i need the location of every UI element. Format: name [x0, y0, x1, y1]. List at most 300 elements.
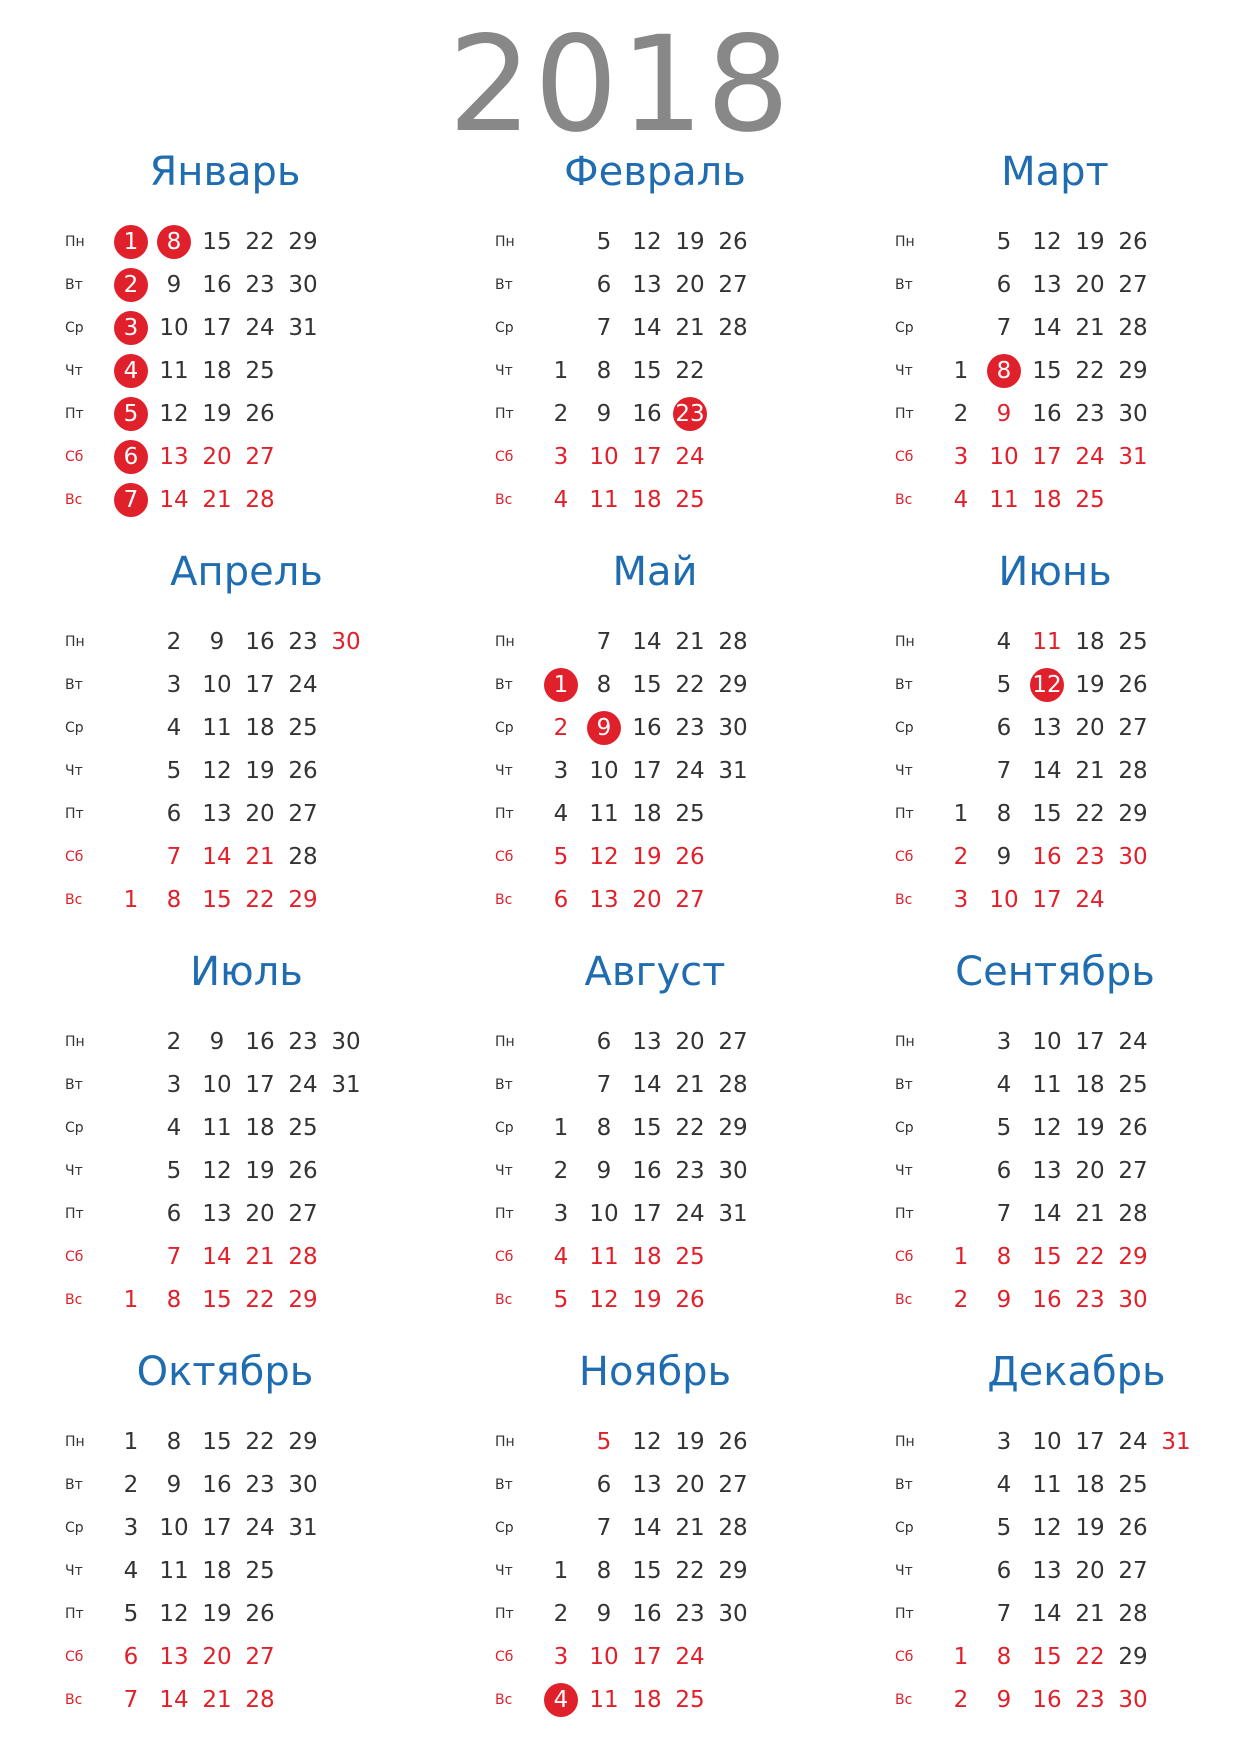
weekday-label: Вс — [495, 492, 513, 508]
calendar-day: 19 — [1075, 1515, 1105, 1541]
calendar-day: 29 — [718, 1558, 748, 1584]
calendar-day: 14 — [1032, 758, 1062, 784]
calendar-day: 8 — [596, 672, 612, 698]
weekday-label: Ср — [495, 1120, 514, 1136]
calendar-day: 8 — [996, 801, 1012, 827]
calendar-day: 17 — [1032, 444, 1062, 470]
calendar-day: 26 — [288, 1158, 318, 1184]
weekday-label: Вт — [895, 1477, 913, 1493]
calendar-day: 16 — [632, 1601, 662, 1627]
calendar-day: 7 — [166, 1244, 182, 1270]
month-name: Октябрь — [136, 1349, 314, 1395]
holiday-day: 8 — [987, 354, 1021, 388]
calendar-day: 15 — [202, 1429, 232, 1455]
calendar-day: 30 — [1118, 1687, 1148, 1713]
weekday-label: Вс — [495, 1692, 513, 1708]
calendar-day: 12 — [202, 1158, 232, 1184]
calendar-day: 16 — [245, 1029, 275, 1055]
weekday-label: Пн — [495, 234, 515, 250]
month-2 — [485, 145, 885, 525]
calendar-day: 21 — [1075, 758, 1105, 784]
calendar-day: 8 — [596, 1115, 612, 1141]
weekday-label: Пн — [895, 1034, 915, 1050]
weekday-label: Ср — [895, 1120, 914, 1136]
month-6 — [885, 545, 1240, 925]
calendar-day: 21 — [1075, 315, 1105, 341]
calendar-day: 18 — [632, 1244, 662, 1270]
calendar-day: 27 — [718, 1472, 748, 1498]
calendar-day: 10 — [202, 672, 232, 698]
calendar-day: 27 — [718, 272, 748, 298]
calendar-day: 18 — [202, 358, 232, 384]
calendar-day: 5 — [996, 229, 1012, 255]
calendar-day: 29 — [718, 1115, 748, 1141]
calendar-day: 13 — [632, 1029, 662, 1055]
weekday-label: Пт — [65, 406, 84, 422]
calendar-day: 12 — [1032, 229, 1062, 255]
calendar-day: 5 — [596, 1429, 612, 1455]
calendar-day: 1 — [953, 1244, 969, 1270]
holiday-day: 8 — [157, 225, 191, 259]
calendar-day: 30 — [288, 1472, 318, 1498]
calendar-day: 2 — [553, 1158, 569, 1184]
holiday-day: 4 — [114, 354, 148, 388]
calendar-day: 27 — [288, 1201, 318, 1227]
calendar-day: 19 — [1075, 672, 1105, 698]
calendar-day: 24 — [675, 444, 705, 470]
calendar-day: 16 — [1032, 844, 1062, 870]
weekday-label: Сб — [495, 1249, 514, 1265]
calendar-day: 7 — [166, 844, 182, 870]
calendar-day: 11 — [1032, 1072, 1062, 1098]
calendar-day: 25 — [1075, 487, 1105, 513]
month-name: Январь — [149, 149, 301, 195]
weekday-label: Вс — [895, 1292, 913, 1308]
calendar-day: 4 — [996, 1472, 1012, 1498]
weekday-label: Вт — [65, 677, 83, 693]
calendar-day: 31 — [331, 1072, 361, 1098]
calendar-day: 20 — [202, 1644, 232, 1670]
calendar-day: 23 — [288, 1029, 318, 1055]
calendar-day: 19 — [675, 1429, 705, 1455]
calendar-day: 1 — [953, 1644, 969, 1670]
calendar-day: 3 — [166, 1072, 182, 1098]
calendar-day: 14 — [1032, 1601, 1062, 1627]
calendar-day: 7 — [996, 758, 1012, 784]
calendar-day: 31 — [288, 315, 318, 341]
holiday-day: 1 — [544, 668, 578, 702]
calendar-day: 26 — [675, 1287, 705, 1313]
calendar-day: 22 — [245, 1429, 275, 1455]
weekday-label: Пт — [495, 1206, 514, 1222]
calendar-day: 21 — [675, 1072, 705, 1098]
calendar-day: 28 — [718, 315, 748, 341]
weekday-label: Пн — [895, 234, 915, 250]
calendar-day: 19 — [675, 229, 705, 255]
calendar-day: 19 — [632, 1287, 662, 1313]
calendar-day: 28 — [1118, 315, 1148, 341]
month-name: Ноябрь — [578, 1349, 732, 1395]
weekday-label: Вс — [895, 492, 913, 508]
calendar-day: 13 — [159, 444, 189, 470]
calendar-day: 7 — [996, 1601, 1012, 1627]
calendar-day: 3 — [953, 887, 969, 913]
calendar-day: 10 — [589, 758, 619, 784]
calendar-day: 13 — [1032, 272, 1062, 298]
calendar-day: 24 — [288, 1072, 318, 1098]
weekday-label: Чт — [495, 363, 513, 379]
weekday-label: Пн — [895, 1434, 915, 1450]
calendar-day: 9 — [996, 1287, 1012, 1313]
calendar-day: 14 — [202, 1244, 232, 1270]
calendar-day: 7 — [996, 315, 1012, 341]
calendar-day: 13 — [1032, 715, 1062, 741]
calendar-day: 21 — [675, 1515, 705, 1541]
weekday-label: Пт — [895, 806, 914, 822]
weekday-label: Сб — [65, 849, 84, 865]
calendar-day: 27 — [675, 887, 705, 913]
calendar-day: 21 — [202, 487, 232, 513]
calendar-day: 28 — [1118, 1201, 1148, 1227]
calendar-day: 1 — [553, 1558, 569, 1584]
calendar-day: 16 — [202, 1472, 232, 1498]
calendar-day: 26 — [1118, 1115, 1148, 1141]
calendar-day: 2 — [123, 1472, 139, 1498]
calendar-day: 6 — [996, 715, 1012, 741]
calendar-day: 23 — [288, 629, 318, 655]
calendar-day: 25 — [1118, 629, 1148, 655]
calendar-day: 23 — [675, 1158, 705, 1184]
calendar-day: 27 — [1118, 715, 1148, 741]
calendar-day: 31 — [1118, 444, 1148, 470]
weekday-label: Сб — [65, 1649, 84, 1665]
calendar-day: 20 — [245, 801, 275, 827]
calendar-day: 29 — [1118, 801, 1148, 827]
weekday-label: Пн — [65, 1034, 85, 1050]
calendar-day: 28 — [245, 1687, 275, 1713]
calendar-day: 8 — [996, 1644, 1012, 1670]
calendar-day: 11 — [589, 801, 619, 827]
calendar-day: 11 — [589, 1687, 619, 1713]
calendar-day: 15 — [632, 1115, 662, 1141]
calendar-day: 8 — [166, 1429, 182, 1455]
weekday-label: Вт — [65, 277, 83, 293]
calendar-day: 16 — [1032, 401, 1062, 427]
weekday-label: Сб — [895, 1649, 914, 1665]
month-name: Август — [584, 949, 726, 995]
holiday-day: 23 — [673, 397, 707, 431]
calendar-day: 29 — [288, 229, 318, 255]
calendar-day: 28 — [718, 1515, 748, 1541]
calendar-day: 13 — [202, 801, 232, 827]
calendar-day: 11 — [159, 1558, 189, 1584]
calendar-day: 25 — [288, 1115, 318, 1141]
calendar-day: 15 — [1032, 1644, 1062, 1670]
calendar-day: 19 — [202, 1601, 232, 1627]
weekday-label: Вт — [495, 1477, 513, 1493]
month-3 — [885, 145, 1240, 525]
calendar-day: 17 — [245, 1072, 275, 1098]
calendar-day: 12 — [632, 1429, 662, 1455]
calendar-day: 19 — [1075, 1115, 1105, 1141]
calendar-day: 10 — [159, 1515, 189, 1541]
month-name: Апрель — [170, 549, 323, 595]
calendar-day: 29 — [288, 887, 318, 913]
holiday-day: 4 — [544, 1683, 578, 1717]
calendar-day: 31 — [1161, 1429, 1191, 1455]
calendar-day: 3 — [553, 758, 569, 784]
calendar-day: 15 — [202, 1287, 232, 1313]
weekday-label: Пн — [495, 1034, 515, 1050]
calendar-day: 11 — [1032, 629, 1062, 655]
calendar-day: 6 — [553, 887, 569, 913]
calendar-day: 5 — [553, 844, 569, 870]
calendar-day: 13 — [159, 1644, 189, 1670]
weekday-label: Ср — [895, 1520, 914, 1536]
weekday-label: Вс — [895, 1692, 913, 1708]
weekday-label: Ср — [495, 1520, 514, 1536]
calendar-day: 4 — [553, 487, 569, 513]
calendar-day: 10 — [989, 444, 1019, 470]
calendar-day: 24 — [1118, 1429, 1148, 1455]
calendar-day: 9 — [596, 401, 612, 427]
holiday-day: 6 — [114, 440, 148, 474]
weekday-label: Сб — [495, 1649, 514, 1665]
calendar-day: 16 — [632, 715, 662, 741]
calendar-day: 24 — [675, 1644, 705, 1670]
calendar-day: 6 — [596, 272, 612, 298]
calendar-day: 10 — [159, 315, 189, 341]
calendar-day: 20 — [675, 1029, 705, 1055]
calendar-day: 10 — [989, 887, 1019, 913]
calendar-day: 7 — [123, 1687, 139, 1713]
calendar-day: 22 — [675, 1115, 705, 1141]
calendar-day: 28 — [245, 487, 275, 513]
calendar-day: 25 — [245, 1558, 275, 1584]
month-name: Март — [1001, 149, 1109, 195]
calendar-day: 20 — [1075, 272, 1105, 298]
month-name: Сентябрь — [955, 949, 1155, 995]
calendar-day: 17 — [245, 672, 275, 698]
calendar-day: 11 — [589, 1244, 619, 1270]
weekday-label: Пт — [895, 1206, 914, 1222]
calendar-day: 12 — [159, 401, 189, 427]
calendar-day: 13 — [632, 1472, 662, 1498]
calendar-day: 13 — [1032, 1158, 1062, 1184]
calendar-day: 1 — [553, 1115, 569, 1141]
calendar-day: 18 — [632, 1687, 662, 1713]
calendar-day: 22 — [1075, 1244, 1105, 1270]
calendar-day: 8 — [596, 1558, 612, 1584]
calendar-day: 7 — [596, 315, 612, 341]
weekday-label: Ср — [65, 1120, 84, 1136]
calendar-day: 16 — [1032, 1687, 1062, 1713]
calendar-day: 22 — [245, 887, 275, 913]
weekday-label: Пн — [65, 634, 85, 650]
weekday-label: Пн — [895, 634, 915, 650]
month-name: Июнь — [998, 549, 1112, 595]
month-name: Декабрь — [987, 1349, 1166, 1395]
weekday-label: Вс — [495, 892, 513, 908]
calendar-day: 30 — [718, 715, 748, 741]
calendar-day: 14 — [632, 1072, 662, 1098]
calendar-day: 2 — [953, 1687, 969, 1713]
calendar-day: 20 — [245, 1201, 275, 1227]
calendar-day: 1 — [953, 358, 969, 384]
calendar-day: 11 — [202, 1115, 232, 1141]
month-name: Май — [612, 549, 698, 595]
calendar-day: 10 — [202, 1072, 232, 1098]
weekday-label: Вс — [65, 1692, 83, 1708]
calendar-day: 18 — [202, 1558, 232, 1584]
calendar-day: 16 — [1032, 1287, 1062, 1313]
calendar-day: 24 — [1118, 1029, 1148, 1055]
weekday-label: Чт — [895, 1163, 913, 1179]
calendar-day: 14 — [159, 487, 189, 513]
calendar-day: 26 — [245, 1601, 275, 1627]
calendar-day: 21 — [675, 315, 705, 341]
month-1 — [55, 145, 455, 525]
calendar-day: 14 — [632, 1515, 662, 1541]
weekday-label: Пн — [495, 1434, 515, 1450]
calendar-day: 7 — [596, 1072, 612, 1098]
weekday-label: Чт — [895, 1563, 913, 1579]
calendar-day: 25 — [675, 487, 705, 513]
calendar-day: 2 — [166, 1029, 182, 1055]
calendar-day: 5 — [996, 672, 1012, 698]
weekday-label: Вс — [65, 892, 83, 908]
calendar-day: 28 — [1118, 758, 1148, 784]
calendar-day: 25 — [288, 715, 318, 741]
month-7 — [55, 945, 455, 1325]
calendar-day: 8 — [166, 887, 182, 913]
calendar-day: 10 — [589, 1201, 619, 1227]
calendar-day: 20 — [675, 1472, 705, 1498]
calendar-day: 22 — [675, 358, 705, 384]
calendar-day: 15 — [632, 1558, 662, 1584]
calendar-day: 14 — [1032, 315, 1062, 341]
calendar-day: 8 — [596, 358, 612, 384]
calendar-day: 30 — [1118, 844, 1148, 870]
calendar-day: 30 — [1118, 401, 1148, 427]
weekday-label: Сб — [895, 1249, 914, 1265]
month-11 — [485, 1345, 885, 1725]
calendar-day: 6 — [996, 1558, 1012, 1584]
calendar-day: 25 — [675, 801, 705, 827]
calendar-day: 5 — [996, 1515, 1012, 1541]
weekday-label: Чт — [65, 1163, 83, 1179]
month-10 — [55, 1345, 455, 1725]
calendar-day: 2 — [166, 629, 182, 655]
holiday-day: 3 — [114, 311, 148, 345]
calendar-day: 22 — [1075, 1644, 1105, 1670]
weekday-label: Ср — [65, 720, 84, 736]
calendar-day: 23 — [675, 1601, 705, 1627]
calendar-day: 9 — [209, 1029, 225, 1055]
calendar-day: 19 — [202, 401, 232, 427]
holiday-day: 7 — [114, 483, 148, 517]
calendar-day: 18 — [1075, 1472, 1105, 1498]
calendar-day: 23 — [1075, 844, 1105, 870]
calendar-day: 3 — [996, 1429, 1012, 1455]
calendar-day: 11 — [1032, 1472, 1062, 1498]
calendar-day: 27 — [718, 1029, 748, 1055]
calendar-day: 22 — [675, 672, 705, 698]
calendar-day: 14 — [159, 1687, 189, 1713]
calendar-day: 12 — [1032, 1515, 1062, 1541]
calendar-day: 15 — [632, 358, 662, 384]
calendar-day: 20 — [675, 272, 705, 298]
weekday-label: Чт — [895, 763, 913, 779]
calendar-day: 29 — [1118, 1244, 1148, 1270]
calendar-day: 2 — [953, 401, 969, 427]
calendar-day: 30 — [1118, 1287, 1148, 1313]
calendar-day: 13 — [1032, 1558, 1062, 1584]
calendar-day: 22 — [245, 1287, 275, 1313]
calendar-day: 21 — [245, 1244, 275, 1270]
holiday-day: 12 — [1030, 668, 1064, 702]
calendar-day: 22 — [1075, 358, 1105, 384]
weekday-label: Пт — [495, 806, 514, 822]
calendar-day: 6 — [596, 1029, 612, 1055]
calendar-day: 17 — [202, 315, 232, 341]
calendar-day: 4 — [166, 1115, 182, 1141]
calendar-day: 24 — [245, 315, 275, 341]
calendar-day: 26 — [718, 229, 748, 255]
calendar-day: 12 — [589, 844, 619, 870]
calendar-day: 24 — [1075, 887, 1105, 913]
weekday-label: Сб — [65, 1249, 84, 1265]
month-12 — [885, 1345, 1240, 1725]
calendar-day: 13 — [632, 272, 662, 298]
weekday-label: Пт — [65, 1606, 84, 1622]
calendar-day: 5 — [166, 758, 182, 784]
calendar-day: 18 — [632, 801, 662, 827]
calendar-day: 15 — [202, 887, 232, 913]
weekday-label: Пт — [495, 1606, 514, 1622]
weekday-label: Ср — [495, 320, 514, 336]
calendar-day: 9 — [596, 1601, 612, 1627]
calendar-day: 19 — [245, 1158, 275, 1184]
calendar-day: 17 — [1075, 1029, 1105, 1055]
weekday-label: Чт — [495, 1163, 513, 1179]
calendar-day: 1 — [123, 1287, 139, 1313]
calendar-day: 26 — [288, 758, 318, 784]
calendar-day: 6 — [996, 272, 1012, 298]
weekday-label: Сб — [495, 449, 514, 465]
holiday-day: 5 — [114, 397, 148, 431]
weekday-label: Ср — [495, 720, 514, 736]
calendar-day: 27 — [1118, 1158, 1148, 1184]
weekday-label: Сб — [495, 849, 514, 865]
weekday-label: Пт — [65, 806, 84, 822]
weekday-label: Ср — [895, 720, 914, 736]
calendar-day: 8 — [166, 1287, 182, 1313]
calendar-day: 10 — [589, 444, 619, 470]
calendar-day: 14 — [1032, 1201, 1062, 1227]
calendar-day: 24 — [675, 758, 705, 784]
weekday-label: Вт — [495, 277, 513, 293]
calendar-day: 21 — [1075, 1601, 1105, 1627]
weekday-label: Сб — [895, 849, 914, 865]
calendar-day: 24 — [675, 1201, 705, 1227]
calendar-day: 14 — [202, 844, 232, 870]
calendar-day: 29 — [1118, 358, 1148, 384]
calendar-day: 12 — [632, 229, 662, 255]
weekday-label: Вт — [495, 677, 513, 693]
weekday-label: Чт — [65, 363, 83, 379]
calendar-day: 9 — [996, 844, 1012, 870]
